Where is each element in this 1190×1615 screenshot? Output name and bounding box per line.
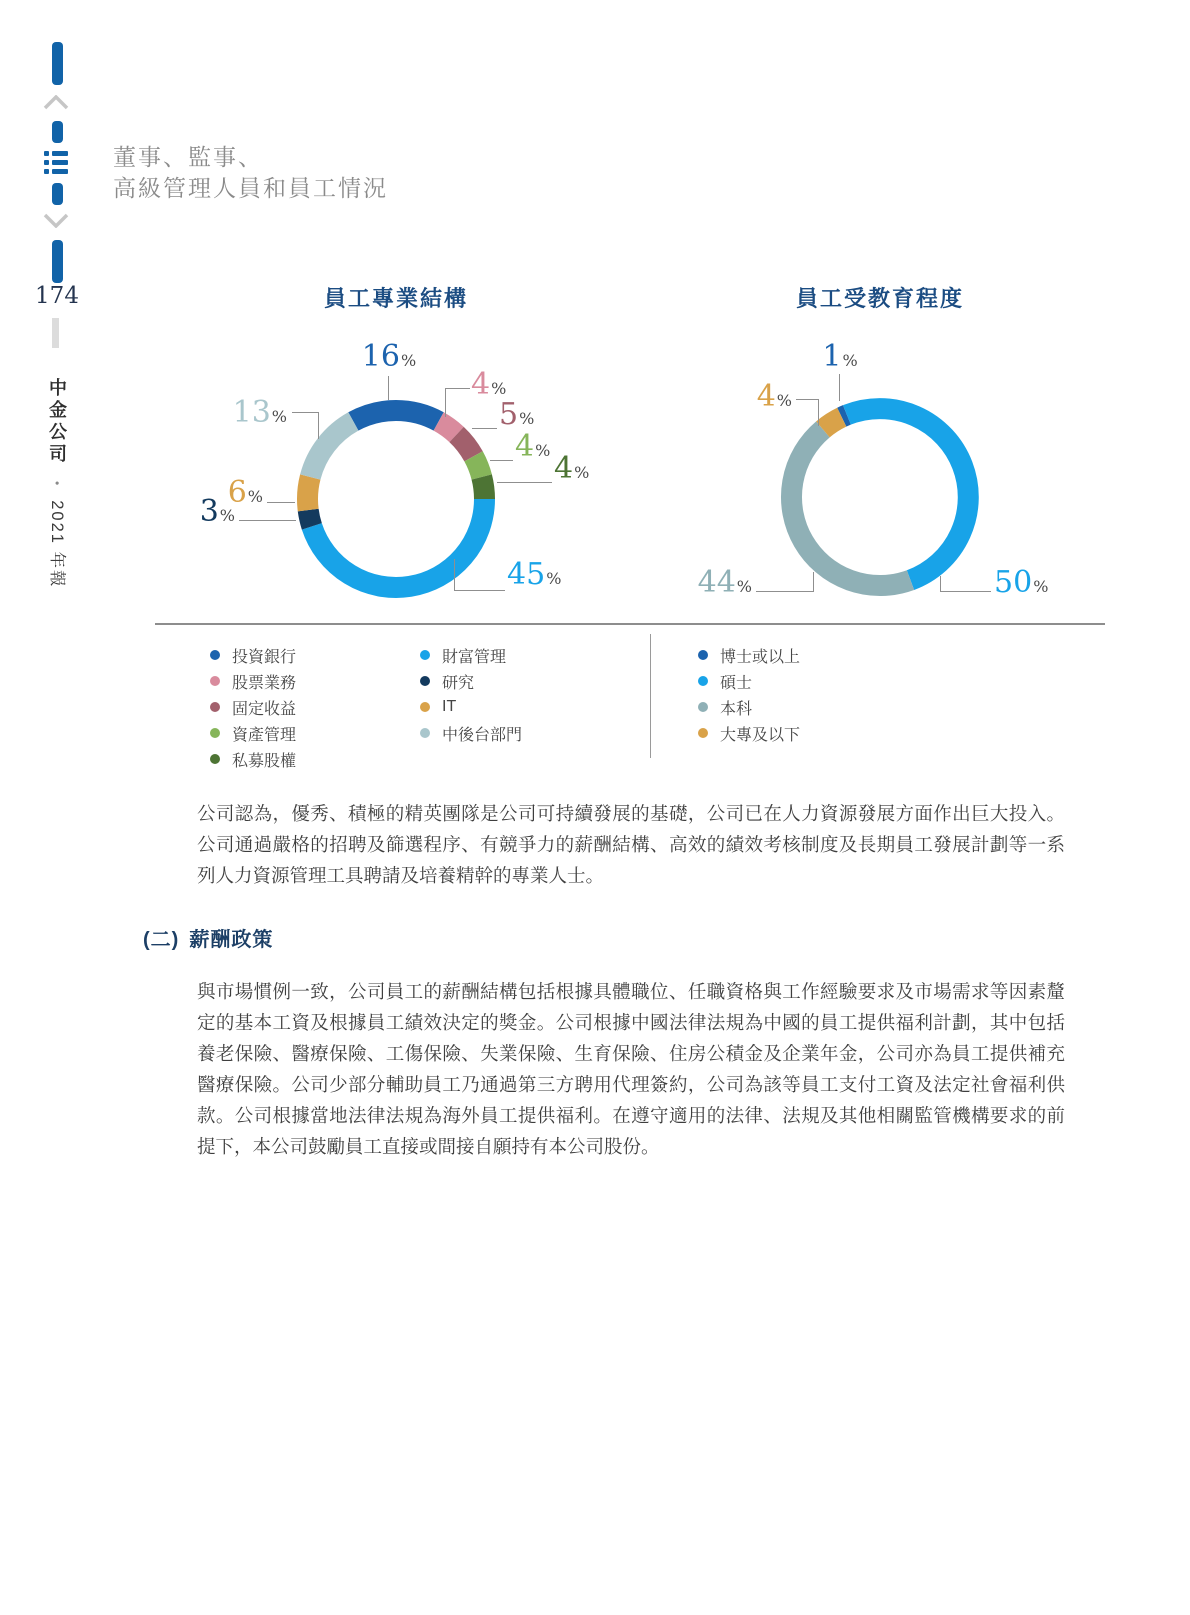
legend-label: 固定收益 [232,700,297,718]
legend-dot [420,728,430,738]
leader-line [497,482,552,483]
leader-line [796,399,819,426]
chevron-up-icon[interactable] [43,95,69,110]
legend-dot [420,676,430,686]
leader-line [292,412,319,439]
leader-line [839,374,840,401]
slice-value-label: 4% [515,429,551,464]
slice-value-label: 45% [507,557,562,592]
chapter-title-line2: 高級管理人員和員工情況 [113,176,388,201]
donut-slice-研究 [308,510,312,526]
legend-dot [698,676,708,686]
brand-vertical-text [44,378,76,589]
leader-line [267,502,295,503]
leader-line [239,520,296,521]
legend-item [420,697,522,717]
legend-item [210,749,296,769]
legend-dot [210,754,220,764]
legend-item [698,671,800,691]
rail-bar [52,121,63,143]
legend-item [210,723,296,743]
legend-label: 博士或以上 [720,648,801,666]
legend-label: 碩士 [720,674,753,692]
donut-slice-碩士 [847,409,968,581]
legend-dot [210,676,220,686]
legend-professional-col2 [420,645,522,743]
legend-item [698,645,800,665]
donut-slice-股票業務 [439,421,457,434]
chart-education-level [650,278,1100,608]
slice-value-label: 16% [361,339,417,374]
table-of-contents-icon[interactable] [43,149,69,175]
legend-item [210,671,296,691]
paragraph-hr-overview: 公司認為，優秀、積極的精英團隊是公司可持續發展的基礎，公司已在人力資源發展方面作出巨大投入。公司通過嚴格的招聘及篩選程序、有競爭力的薪酬結構、高效的績效考核制度及長期員工發展計劃等一系列人力資源管理工具聘請及培養精幹的專業人士。 [197,803,1065,886]
rail-bar [52,240,63,283]
legend-label: 中後台部門 [442,726,523,744]
slice-value-label: 44% [697,565,752,600]
legend-dot [210,702,220,712]
page-number-tick [52,318,59,348]
donut-slice-固定收益 [457,434,474,456]
legend-label: IT [442,698,457,715]
legend-label: 本科 [720,700,753,718]
legend-divider [650,634,651,758]
slice-value-label: 6% [227,475,263,510]
legend-label: 研究 [442,674,475,692]
brand-report-year: 2021 年報 [48,500,66,589]
paragraph-compensation-policy: 與市場慣例一致，公司員工的薪酬結構包括根據具體職位、任職資格與工作經驗要求及市場需求等因素釐定的基本工資及根據員工績效決定的獎金。公司根據中國法律法規為中國的員工提供福利計劃，其中包括養老保險、醫療保險、工傷保險、失業保險、生育保險、住房公積金及企業年金，公司亦為員工提供補充醫療保險。公司少部分輔助員工乃通過第三方聘用代理簽約，公司為該等員工支付工資及法定社會福利供款。公司根據當地法律法規為海外員工提供福利。在遵守適用的法律、法規及其他相關監管機構要求的前提下，本公司鼓勵員工直接或間接自願持有本公司股份。 [197,981,1065,1157]
slice-value-label: 3% [199,494,235,529]
leader-line [472,428,497,429]
legend-item [420,671,522,691]
section-heading-text: 薪酬政策 [189,929,274,951]
slice-value-label: 1% [822,339,858,374]
leader-line [490,460,513,461]
legend-dot [420,702,430,712]
brand-company-name: 中金公司 [47,378,67,466]
chart-title: 員工受教育程度 [795,286,964,311]
chevron-down-icon[interactable] [43,213,69,228]
legend-item [210,697,296,717]
legend-item [210,645,296,665]
legend-dot [698,702,708,712]
page-number: 174 [35,283,79,309]
rail-bar [52,42,63,85]
donut-slice-私募股權 [482,477,485,499]
legend-dot [420,650,430,660]
legend-item [420,723,522,743]
legend-label: 股票業務 [232,674,297,692]
legend-label: 資產管理 [232,726,297,744]
rail-bar [52,183,63,205]
brand-separator-dot: • [50,481,64,486]
legend-dot [210,650,220,660]
donut-slice-資產管理 [474,456,482,477]
leader-line [756,572,814,592]
legend-rule [155,623,1105,625]
leader-line [445,388,470,417]
legend-label: 投資銀行 [232,648,297,666]
leader-line [388,376,389,400]
legend-label: 財富管理 [442,648,507,666]
section-heading [143,923,273,952]
slice-value-label: 4% [471,367,507,402]
legend-dot [698,650,708,660]
chart-title: 員工專業結構 [323,286,468,311]
legend-item [420,645,522,665]
slice-value-label: 4% [756,379,792,414]
donut-slice-投資銀行 [353,411,438,422]
legend-professional-col1 [210,645,296,769]
legend-label: 大專及以下 [720,726,801,744]
slice-value-label: 5% [499,397,535,432]
legend-label: 私募股權 [232,752,297,770]
slice-value-label: 50% [994,565,1049,600]
slice-value-label: 13% [232,395,287,430]
chart-professional-structure [155,278,650,608]
donut-slice-IT [308,477,311,510]
chapter-title-line1: 董事、監事、 [113,145,263,170]
legend-education [698,645,800,743]
section-heading-number: (二) [143,929,180,951]
legend-dot [698,728,708,738]
slice-value-label: 4% [554,451,590,486]
donut-slice-大專及以下 [823,417,842,429]
donut-slice-博士或以上 [842,415,847,417]
legend-dot [210,728,220,738]
chapter-title [113,142,388,204]
leader-line [940,576,991,592]
legend-item [698,723,800,743]
leader-line [454,559,505,591]
legend-item [698,697,800,717]
donut-slice-本科 [791,429,910,585]
